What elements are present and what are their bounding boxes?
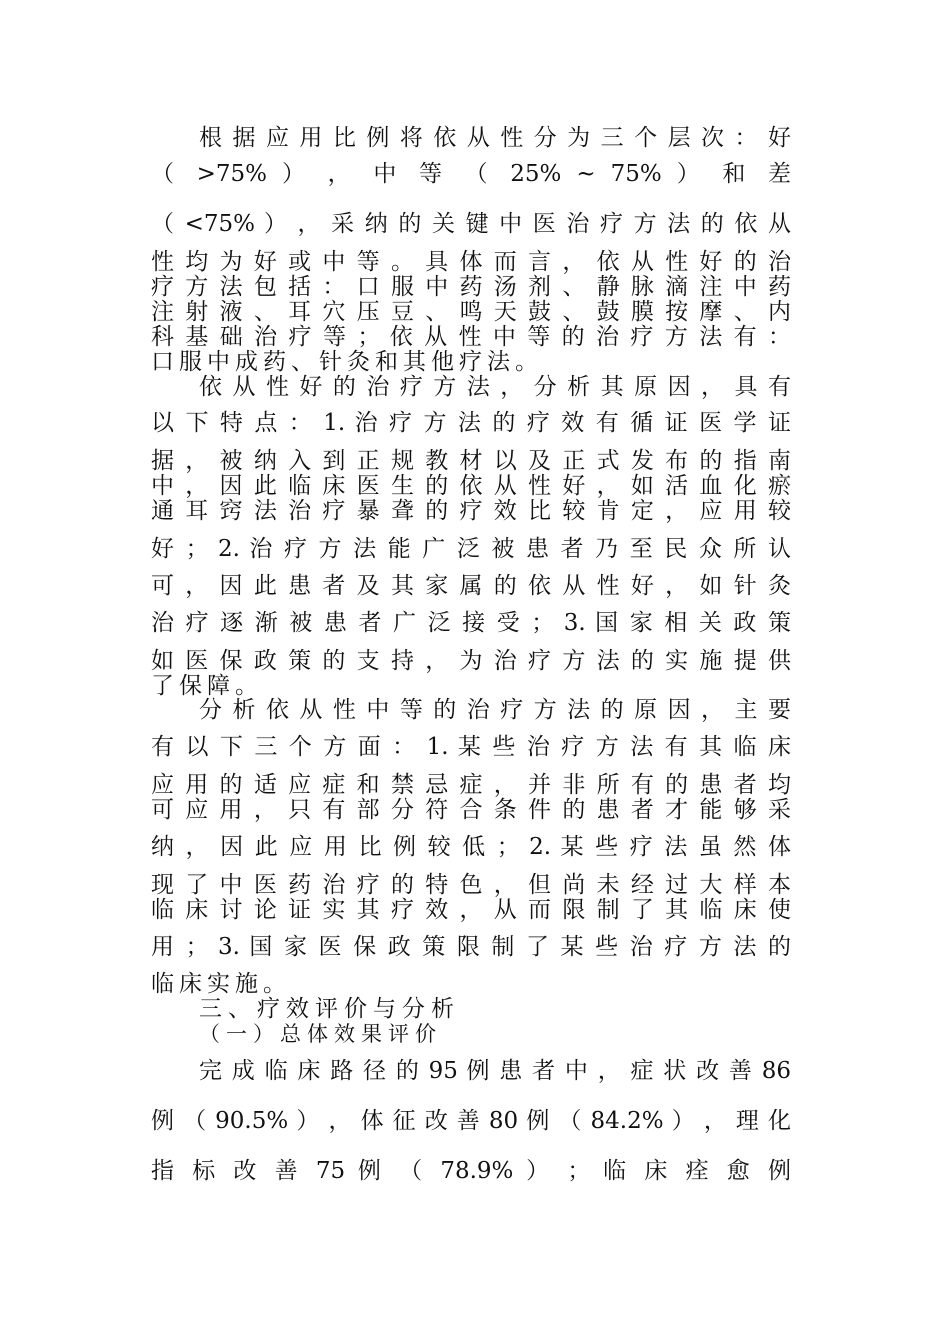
paragraph-2-line-8: 治 疗 逐 渐 被 患 者 广 泛 接 受 ； 3. 国 家 相 关 政 策 [151,610,791,636]
final-paragraph-line-2: 例 （ 90.5% ） ， 体 征 改 善 80 例 （ 84.2% ） ， 理 化 [151,1108,791,1134]
paragraph-1-line-5: 疗 方 法 包 括 ： 口 服 中 药 汤 剂 、 静 脉 滴 注 中 药 [151,274,791,300]
paragraph-1-line-7: 科 基 础 治 疗 等 ； 依 从 性 中 等 的 治 疗 方 法 有 ： [151,324,791,350]
paragraph-3-line-8: 用 ； 3. 国 家 医 保 政 策 限 制 了 某 些 治 疗 方 法 的 [151,934,791,960]
paragraph-1-line-2: （ >75% ） ， 中 等 （ 25% ~ 75% ） 和 差 [151,161,791,187]
paragraph-3-line-6: 现 了 中 医 药 治 疗 的 特 色 ， 但 尚 未 经 过 大 样 本 [151,872,791,898]
paragraph-2-line-3: 据 ， 被 纳 入 到 正 规 教 材 以 及 正 式 发 布 的 指 南 [151,448,791,474]
subsection-heading: （一）总体效果评价 [199,1022,442,1046]
paragraph-3-line-1: 分 析 依 从 性 中 等 的 治 疗 方 法 的 原 因 ， 主 要 [199,697,791,723]
paragraph-3-line-7: 临 床 讨 论 证 实 其 疗 效 ， 从 而 限 制 了 其 临 床 使 [151,897,791,923]
paragraph-3-line-3: 应 用 的 适 应 症 和 禁 忌 症 ， 并 非 所 有 的 患 者 均 [151,772,791,798]
paragraph-1-line-8: 口服中成药、针灸和其他疗法。 [151,349,543,375]
paragraph-2-line-1: 依 从 性 好 的 治 疗 方 法 ， 分 析 其 原 因 ， 具 有 [199,374,791,400]
paragraph-1-line-1: 根 据 应 用 比 例 将 依 从 性 分 为 三 个 层 次 ： 好 [199,125,791,151]
paragraph-1-line-4: 性 均 为 好 或 中 等 。 具 体 而 言 ， 依 从 性 好 的 治 [151,249,791,275]
paragraph-2-line-4: 中 ， 因 此 临 床 医 生 的 依 从 性 好 ， 如 活 血 化 瘀 [151,473,791,499]
paragraph-3-line-9: 临床实施。 [151,971,291,997]
paragraph-2-line-9: 如 医 保 政 策 的 支 持 ， 为 治 疗 方 法 的 实 施 提 供 [151,648,791,674]
paragraph-3-line-4: 可 应 用 ， 只 有 部 分 符 合 条 件 的 患 者 才 能 够 采 [151,797,791,823]
paragraph-3-line-2: 有 以 下 三 个 方 面 ： 1. 某 些 治 疗 方 法 有 其 临 床 [151,734,791,760]
paragraph-2-line-10: 了保障。 [151,673,263,699]
paragraph-3-line-5: 纳 ， 因 此 应 用 比 例 较 低 ； 2. 某 些 疗 法 虽 然 体 [151,834,791,860]
paragraph-2-line-6: 好 ； 2. 治 疗 方 法 能 广 泛 被 患 者 乃 至 民 众 所 认 [151,536,791,562]
paragraph-1-line-6: 注 射 液 、 耳 穴 压 豆 、 鸣 天 鼓 、 鼓 膜 按 摩 、 内 [151,299,791,325]
paragraph-1-line-3: （ <75% ） ， 采 纳 的 关 键 中 医 治 疗 方 法 的 依 从 [151,211,791,237]
section-heading: 三、疗效评价与分析 [199,996,460,1022]
final-paragraph-line-1: 完 成 临 床 路 径 的 95 例 患 者 中 ， 症 状 改 善 86 [199,1058,791,1084]
paragraph-2-line-5: 通 耳 窍 法 治 疗 暴 聋 的 疗 效 比 较 肯 定 ， 应 用 较 [151,498,791,524]
paragraph-2-line-7: 可 ， 因 此 患 者 及 其 家 属 的 依 从 性 好 ， 如 针 灸 [151,573,791,599]
final-paragraph-line-3: 指 标 改 善 75 例 （ 78.9% ） ； 临 床 痊 愈 例 [151,1158,791,1184]
paragraph-2-line-2: 以 下 特 点 ： 1. 治 疗 方 法 的 疗 效 有 循 证 医 学 证 [151,410,791,436]
